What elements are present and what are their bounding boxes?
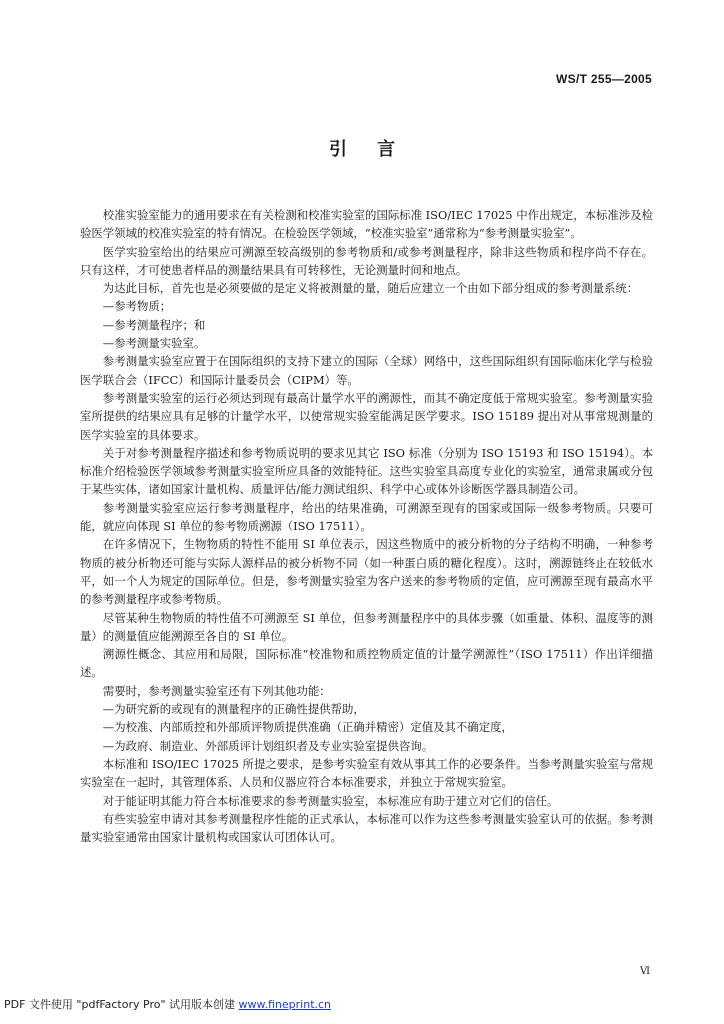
page-title: 引言 xyxy=(329,139,425,160)
paragraph: 参考测量实验室应运行参考测量程序，给出的结果准确，可溯源至现有的国家或国际一级参考物质。只要可能，就应向体现 SI 单位的参考物质溯源（ISO 17511）。 xyxy=(80,500,653,534)
list-item: —参考测量程序；和 xyxy=(102,317,206,332)
paragraph: 尽管某种生物物质的特性值不可溯源至 SI 单位，但参考测量程序中的具体步骤（如重量、体积、温度等的测量）的测量值应能溯源至各自的 SI 单位。 xyxy=(80,610,653,643)
list-item: —为政府、制造业、外部质评计划组织者及专业实验室提供咨询。 xyxy=(102,738,434,753)
paragraph: 溯源性概念、其应用和局限，国际标准“校准物和质控物质定值的计量学溯源性”（ISO 17511）作出详细描述。 xyxy=(80,647,653,680)
list-item: —参考物质； xyxy=(102,299,172,314)
page-number: Ⅵ xyxy=(640,966,651,977)
paragraph: 在许多情况下，生物物质的特性不能用 SI 单位表示，因这些物质中的被分析物的分子结构不明确，一种参考物质的被分析物还可能与实际人源样品的被分析物不同（如一种蛋白质的糖化程度）。这时，溯源链终止在较低水平，如一个人为规定的国际单位。但是，参考测量实验室为客户送来的参考物质的定值，应可溯源至现有最高水平的参考测量程序或参考物质。 xyxy=(80,537,653,607)
document-body xyxy=(80,206,653,846)
paragraph: 参考测量实验室应置于在国际组织的支持下建立的国际（全球）网络中，这些国际组织有国际临床化学与检验医学联合会（IFCC）和国际计量委员会（CIPM）等。 xyxy=(80,354,653,387)
pdf-footer xyxy=(4,996,331,1012)
list-item: —为研究新的或现有的测量程序的正确性提供帮助， xyxy=(102,702,365,717)
footer-link[interactable]: www.fineprint.cn xyxy=(238,998,332,1011)
paragraph: 本标准和 ISO/IEC 17025 所提之要求，是参考实验室有效从事其工作的必要条件。当参考测量实验室与常规实验室在一起时，其管理体系、人员和仪器应符合本标准要求，并独立于常规实验室。 xyxy=(80,756,653,790)
paragraph: 关于对参考测量程序描述和参考物质说明的要求见其它 ISO 标准（分别为 ISO 15193 和 ISO 15194）。本标准介绍检验医学领域参考测量实验室所应具备的效能特征。这些实验室具高度专业化的实验室，通常隶属或分包于某些实体，诸如国家计量机构、质量评估/能力测试组织、科学中心或体外诊断医学器具制造公司。 xyxy=(80,445,653,497)
paragraph: 为达此目标，首先也是必须要做的是定义将被测量的量，随后应建立一个由如下部分组成的参考测量系统： xyxy=(102,281,639,296)
paragraph: 对于能证明其能力符合本标准要求的参考测量实验室，本标准应有助于建立对它们的信任。 xyxy=(102,793,559,808)
paragraph: 有些实验室申请对其参考测量程序性能的正式承认，本标准可以作为这些参考测量实验室认可的依据。参考测量实验室通常由国家计量机构或国家认可团体认可。 xyxy=(80,811,653,845)
paragraph: 校准实验室能力的通用要求在有关检测和校准实验室的国际标准 ISO/IEC 17025 中作出规定，本标准涉及检验医学领域的校准实验室的特有情况。在检验医学领域，“校准实验室”通常称为“参考测量实验室”。 xyxy=(80,208,653,241)
standard-number: WS/T 255—2005 xyxy=(556,72,652,86)
list-item: —参考测量实验室。 xyxy=(102,336,206,351)
footer-text: PDF 文件使用 "pdfFactory Pro" 试用版本创建 xyxy=(4,998,236,1011)
paragraph: 参考测量实验室的运行必须达到现有最高计量学水平的溯源性，而其不确定度低于常规实验室。参考测量实验室所提供的结果应具有足够的计量学水平，以使常规实验室能满足医学要求。ISO 15189 提出对从事常规测量的医学实验室的具体要求。 xyxy=(80,390,653,442)
paragraph: 需要时，参考测量实验室还有下列其他功能： xyxy=(102,683,331,698)
list-item: —为校准、内部质控和外部质评物质提供准确（正确并精密）定值及其不确定度， xyxy=(102,720,513,735)
paragraph: 医学实验室给出的结果应可溯源至较高级别的参考物质和/或参考测量程序，除非这些物质和程序尚不存在。只有这样，才可使患者样品的测量结果具有可转移性，无论测量时间和地点。 xyxy=(80,244,653,277)
